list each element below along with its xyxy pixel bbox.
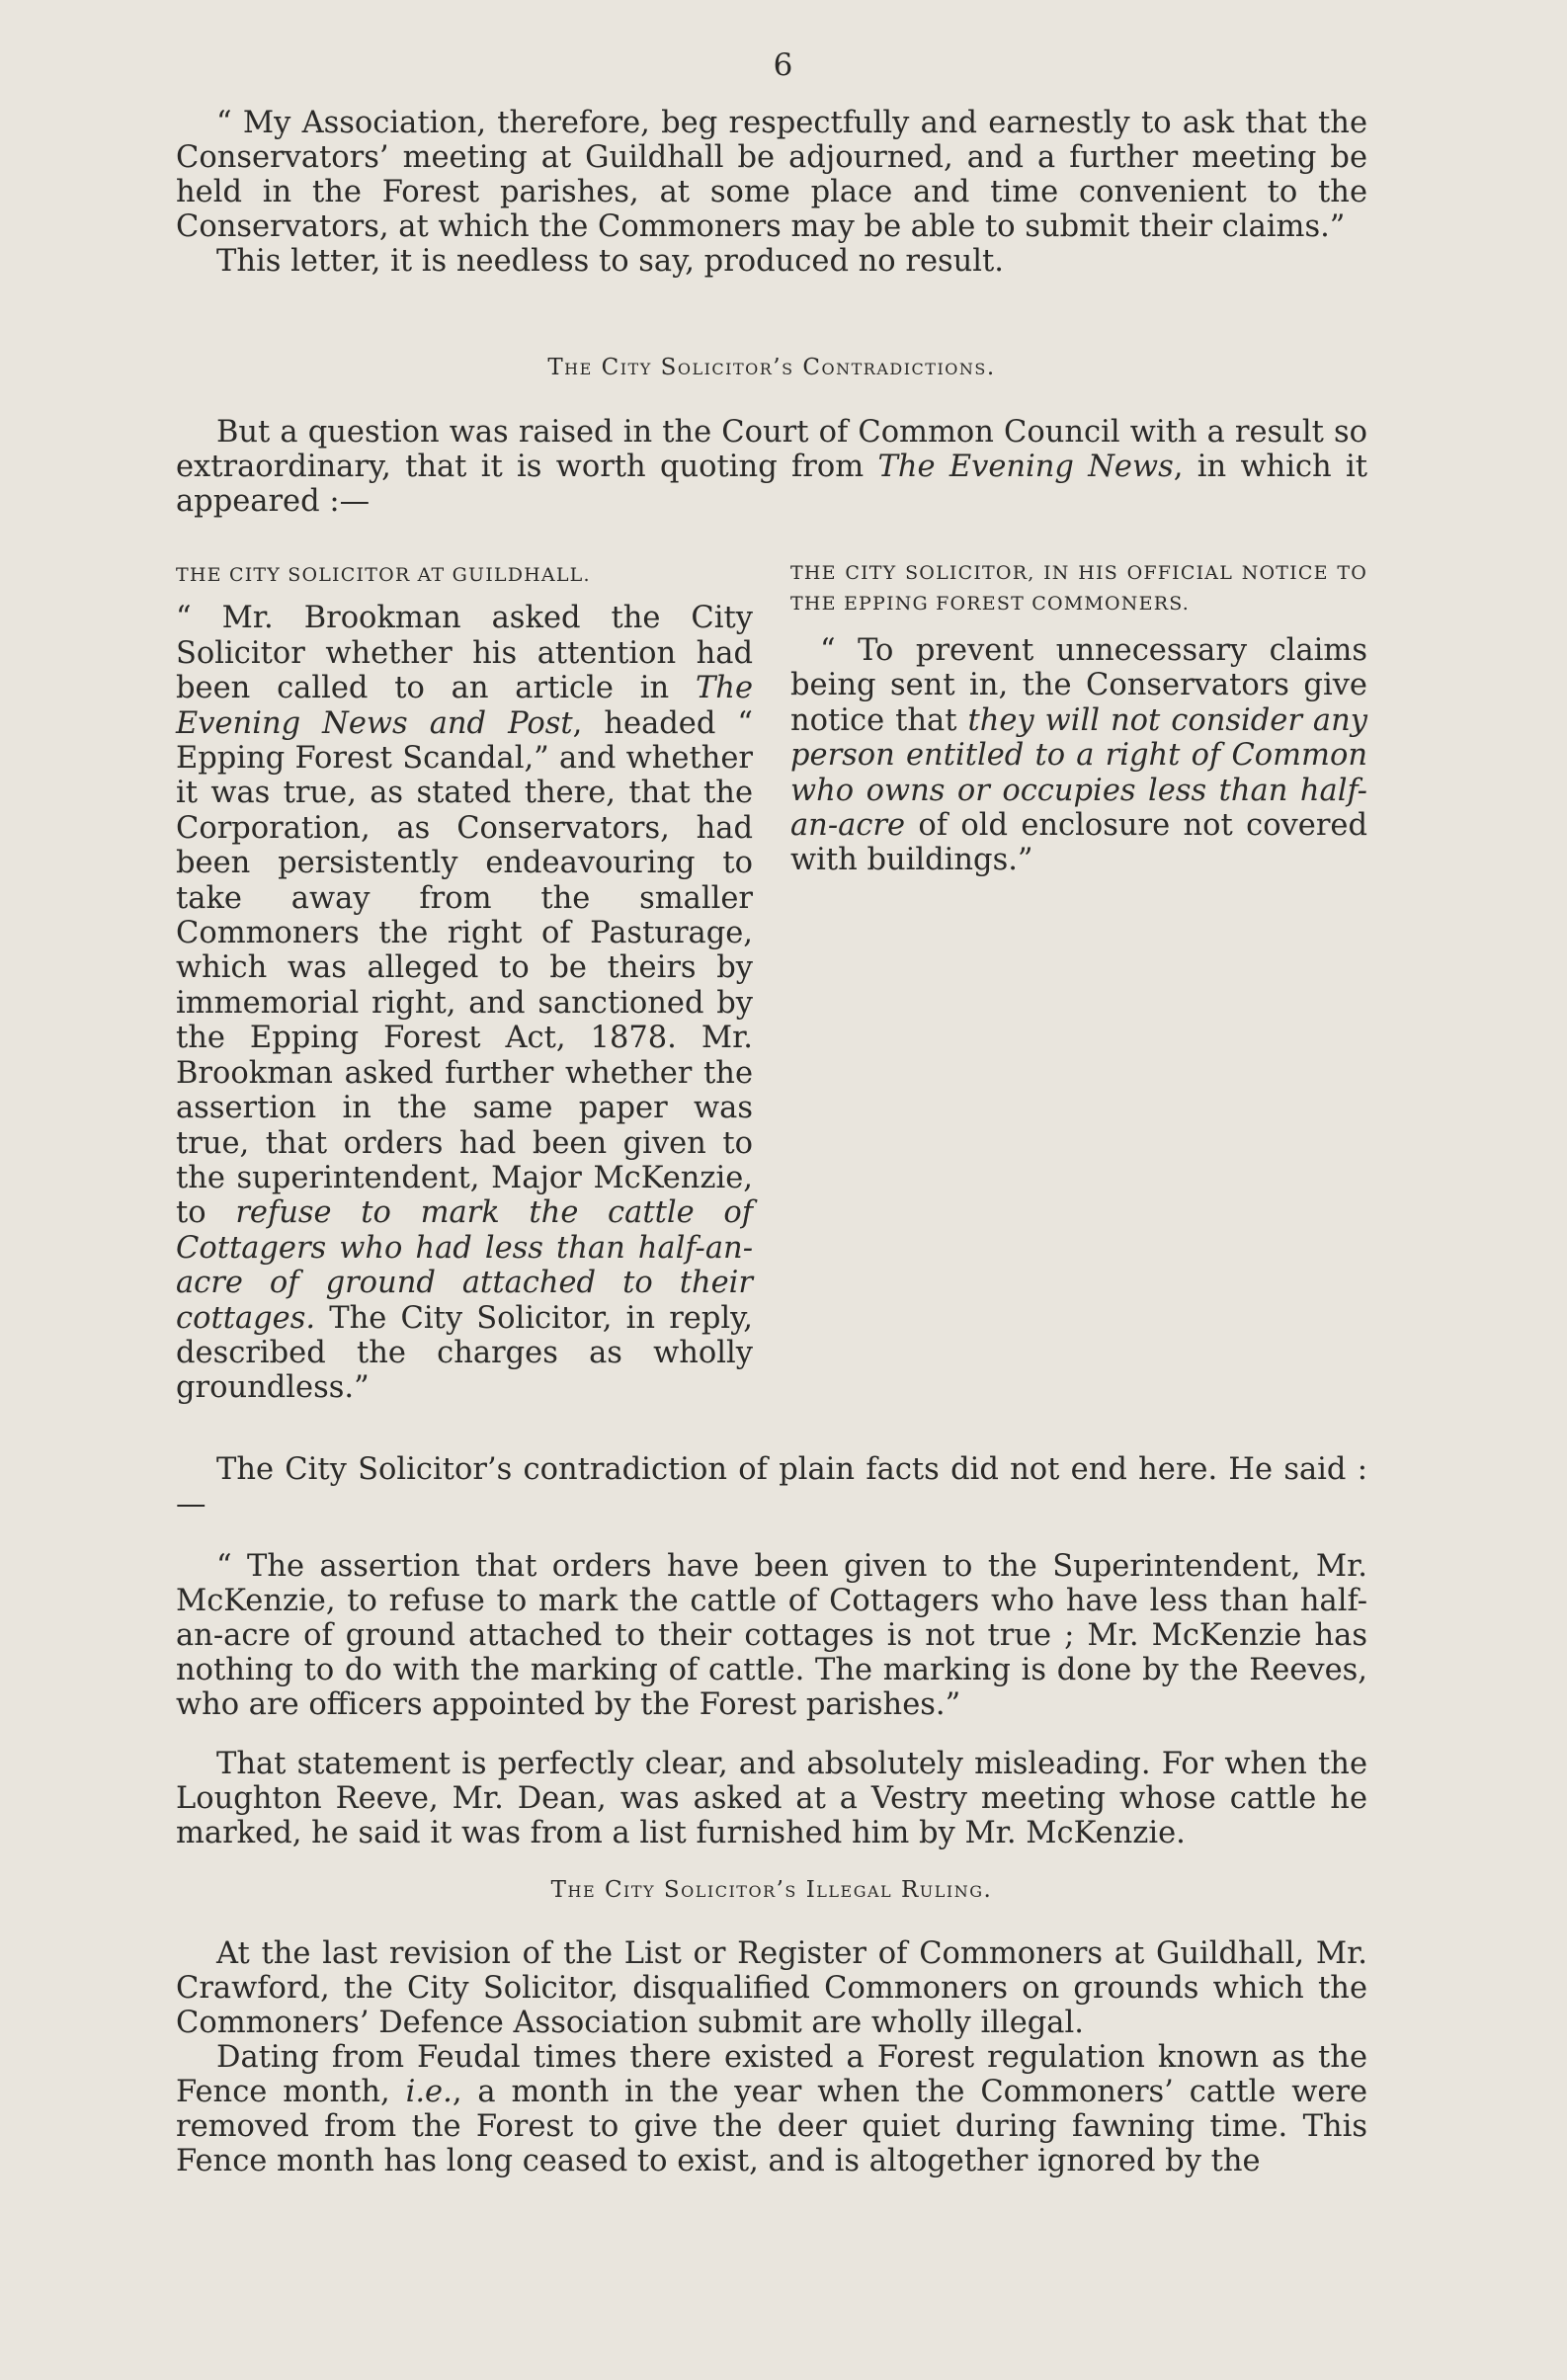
- paragraph-text: At the last revision of the List or Register of Commoners at Guildhall, Mr. Crawford, the City Solicitor, disqualified Commoners on grounds which the Commoners’ Defence Association submit are wholly illegal.: [176, 1936, 1367, 2040]
- right-column: [790, 558, 1367, 878]
- abbreviation: i.e.: [405, 2075, 453, 2109]
- text: of old enclosure not covered with buildings.”: [790, 808, 1367, 878]
- page-number: 6: [773, 47, 794, 83]
- italic-quote: they will not consider any person entitled to a right of Common who owns or occupies less than half-an-acre: [790, 702, 1367, 844]
- paragraph-question: [176, 415, 1367, 519]
- right-column-body: [790, 633, 1367, 878]
- text: Dating from Feudal times there existed a Forest regulation known as the Fence month,: [176, 2040, 1367, 2109]
- text: But a question was raised in the Court of Common Council with a result so extraordinary, that it is worth quoting from: [176, 415, 1367, 484]
- text: “ To prevent unnecessary claims being sent in, the Conservators give notice that: [790, 633, 1367, 738]
- section-heading-illegal-ruling: The City Solicitor’s Illegal Ruling.: [550, 1877, 993, 1903]
- newspaper-title: The Evening News and Post: [176, 671, 753, 741]
- paragraph-text: That statement is perfectly clear, and absolutely misleading. For when the Loughton Reeve, Mr. Dean, was asked at a Vestry meeting whose cattle he marked, he said it was from a list furnished him by Mr. McKenzie.: [176, 1747, 1367, 1850]
- paragraph-text: The City Solicitor’s contradiction of plain facts did not end here. He said :—: [176, 1452, 1367, 1521]
- quote-text: “ The assertion that orders have been given to the Superintendent, Mr. McKenzie, to refuse to mark the cattle of Cottagers who have less than half-an-acre of ground attached to their cottages is not true ; Mr. McKenzie has nothing to do with the marking of cattle. The marking is done by the Reeves, who are officers appointed by the Forest parishes.”: [176, 1549, 1367, 1722]
- left-column-heading: THE CITY SOLICITOR AT GUILDHALL.: [176, 564, 591, 586]
- intro-section: [176, 106, 1367, 279]
- quote-assertion: [176, 1549, 1367, 1722]
- right-column-heading: THE CITY SOLICITOR, IN HIS OFFICIAL NOTICE TO THE EPPING FOREST COMMONERS.: [790, 562, 1367, 615]
- paragraph-revision: [176, 1936, 1367, 2178]
- text: , headed “ Epping Forest Scandal,” and whether it was true, as stated there, that the Corporation, as Conservators, had been persistently endeavouring to take away from the smaller Commoners the right of Pasturage, which was alleged to be theirs by immemorial right, and sanctioned by the Epping Forest Act, 1878. Mr. Brookman asked further whether the assertion in the same paper was true, that orders had been given to the superintendent, Major McKenzie, to: [176, 705, 754, 1231]
- text: , a month in the year when the Commoners’ cattle were removed from the Forest to give the deer quiet during fawning time. This Fence month has long ceased to exist, and is altogether ignored by the: [176, 2075, 1367, 2178]
- letter-result: This letter, it is needless to say, produced no result.: [216, 244, 1004, 279]
- paragraph-contradiction: [176, 1452, 1367, 1521]
- paragraph-fence-month: [176, 2040, 1367, 2178]
- quoted-letter: “ My Association, therefore, beg respectfully and earnestly to ask that the Conservators’ meeting at Guildhall be adjourned, and a further meeting be held in the Forest parishes, at some place and time convenient to the Conservators, at which the Commoners may be able to submit their claims.”: [176, 106, 1367, 244]
- section-heading-contradictions: The City Solicitor’s Contradictions.: [547, 355, 996, 380]
- newspaper-title: The Evening News: [877, 450, 1174, 484]
- paragraph-misleading: [176, 1747, 1367, 1850]
- italic-quote: refuse to mark the cattle of Cottagers who had less than half-an-acre of ground attached to their cottages.: [176, 1195, 753, 1336]
- text: , in which it appeared :—: [176, 450, 1367, 519]
- text: The City Solicitor, in reply, described the charges as wholly groundless.”: [176, 1300, 753, 1406]
- left-column-body: [176, 601, 753, 1405]
- left-column: [176, 558, 753, 1406]
- text: “ Mr. Brookman asked the City Solicitor whether his attention had been called to an article in: [176, 601, 753, 706]
